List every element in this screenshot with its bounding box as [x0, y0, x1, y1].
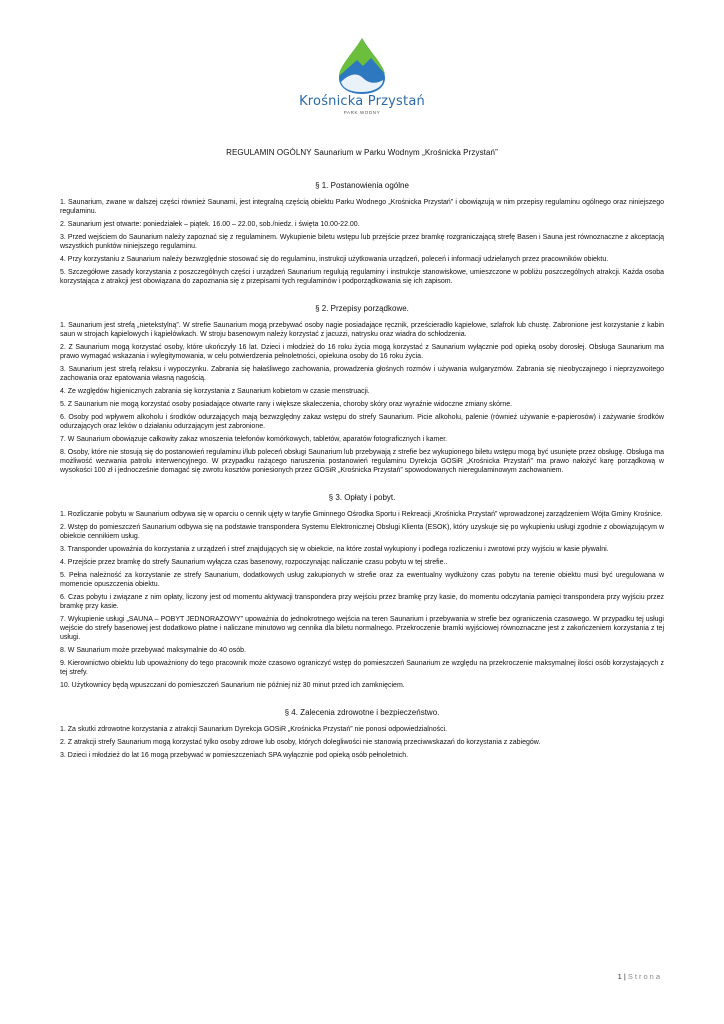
- paragraph: 3. Przed wejściem do Saunarium należy zapoznać się z regulaminem. Wykupienie biletu wstępu lub przejście przez bramkę rozgraniczającą strefę Basen i Sauna jest równoznaczne z akceptacją wszystkich punktów niniejszego regulaminu.: [60, 234, 664, 250]
- section-heading: § 3. Opłaty i pobyt.: [328, 493, 396, 502]
- paragraph: 1. Za skutki zdrowotne korzystania z atrakcji Saunarium Dyrekcja GOSiR „Krośnicka Przystań” nie ponosi odpowiedzialności.: [60, 726, 448, 733]
- paragraph: 1. Rozliczanie pobytu w Saunarium odbywa się w oparciu o cennik ujęty w taryfie Gminnego Ośrodka Sportu i Rekreacji „Krośnicka Przystań” wprowadzonej zarządzeniem Wójta Gminy Krośnice.: [60, 511, 663, 518]
- logo: [292, 36, 432, 128]
- document-body: [60, 148, 664, 764]
- page-number: 1: [617, 972, 622, 981]
- paragraph: 4. Ze względów higienicznych zabrania się korzystania z Saunarium kobietom w czasie menstruacji.: [60, 388, 370, 395]
- section-heading: § 4. Zalecenia zdrowotne i bezpieczeństwo.: [284, 708, 440, 717]
- section-2: [60, 304, 664, 475]
- paragraph: 2. Z atrakcji strefy Saunarium mogą korzystać tylko osoby zdrowe lub osoby, których dolegliwości nie stanowią przeciwwskazań do korzystania z zabiegów.: [60, 739, 541, 746]
- section-heading: § 2. Przepisy porządkowe.: [315, 304, 409, 313]
- paragraph: 2. Saunarium jest otwarte: poniedziałek – piątek. 16.00 – 22.00, sob./niedz. i święta 10.00-22.00.: [60, 221, 360, 228]
- paragraph: 5. Z Saunarium nie mogą korzystać osoby posiadające otwarte rany i większe skaleczenia, choroby skóry oraz wyraźnie widoczne zmiany skórne.: [60, 401, 513, 408]
- footer-separator: |: [621, 972, 628, 981]
- paragraph: 3. Dzieci i młodzież do lat 16 mogą przebywać w pomieszczeniach SPA wyłącznie pod opieką osób pełnoletnich.: [60, 752, 409, 759]
- paragraph: 1. Saunarium, zwane w dalszej części również Saunami, jest integralną częścią obiektu Parku Wodnego „Krośnicka Przystań” i obowiązują w nim przepisy regulaminu ogólnego oraz niniejszego regulaminu.: [60, 199, 664, 215]
- paragraph: 4. Przejście przez bramkę do strefy Saunarium wyłącza czas basenowy, rozpoczynając naliczanie czasu pobytu w tej strefie..: [60, 559, 448, 566]
- section-1: [60, 181, 664, 286]
- logo-subtitle: PARK WODNY: [343, 110, 381, 115]
- paragraph: 5. Szczegółowe zasady korzystania z poszczególnych części i urządzeń Saunarium regulują regulaminy i instrukcje stanowiskowe, umieszczone w pobliżu poszczególnych atrakcji. Każda osoba korzystająca z atrakcji jest obowiązana do zapoznania się z przepisami tych regulaminów i podporządkowania się ich zapisom.: [60, 269, 664, 285]
- paragraph: 1. Saunarium jest strefą „nietekstylną”. W strefie Saunarium mogą przebywać osoby nagie posiadające ręcznik, prześcieradło kąpielowe, szlafrok lub chustę. Zabronione jest korzystanie z kabin saun w strojach kąpielowych i kąpielówkach. W stroju basenowym należy korzystać z jacuzzi, natrysku oraz wiadra do schłodzenia.: [60, 322, 664, 338]
- paragraph: 6. Czas pobytu i związane z nim opłaty, liczony jest od momentu aktywacji transpondera przy wejściu przez bramkę przy kasie, do momentu odczytania pamięci transpondera przy wyjściu przez bramkę przy kasie.: [60, 594, 664, 610]
- logo-name: Krośnicka Przystań: [299, 94, 425, 109]
- document-title: REGULAMIN OGÓLNY Saunarium w Parku Wodnym „Krośnicka Przystań”: [226, 148, 498, 157]
- paragraph: 7. Wykupienie usługi „SAUNA – POBYT JEDNORAZOWY” upoważnia do jednokrotnego wejścia na teren Saunarium i przebywania w strefie bez ograniczenia czasowego. W przypadku tej usługi wejście do strefy basenowej jest dodatkowo płatne i naliczane minutowo wg cennika dla biletu normalnego. Przekroczenie bramki wyjściowej równoznaczne jest z zakończeniem korzystania z tej usługi.: [60, 616, 664, 641]
- page-label: Strona: [627, 972, 662, 981]
- paragraph: 2. Wstęp do pomieszczeń Saunarium odbywa się na podstawie transpondera Systemu Elektronicznej Obsługi Klienta (ESOK), który uzyskuje się po wykupieniu usługi zgodnie z obowiązującym w obiekcie cennikiem usług.: [60, 524, 664, 540]
- paragraph: 6. Osoby pod wpływem alkoholu i środków odurzających mają bezwzględny zakaz wstępu do strefy Saunarium. Picie alkoholu, palenie (również używanie e-papierosów) i zażywanie środków odurzających oraz leków o działaniu odurzającym jest zabronione.: [60, 414, 664, 430]
- paragraph: 10. Użytkownicy będą wpuszczani do pomieszczeń Saunarium nie później niż 30 minut przed ich zamknięciem.: [60, 682, 405, 689]
- section-3: [60, 493, 664, 690]
- section-4: [60, 708, 664, 760]
- paragraph: 3. Transponder upoważnia do korzystania z urządzeń i stref znajdujących się w obiekcie, na które został wykupiony i podlega rozliczeniu i zwrotowi przy wyjściu w kasie pływalni.: [60, 546, 609, 553]
- paragraph: 9. Kierownictwo obiektu lub upoważniony do tego pracownik może czasowo ograniczyć wstęp do pomieszczeń Saunarium ze względu na przekroczenie maksymalnej ilości osób korzystających z tej strefy.: [60, 660, 664, 676]
- paragraph: 8. W Saunarium może przebywać maksymalnie do 40 osób.: [60, 647, 246, 654]
- paragraph: 3. Saunarium jest strefą relaksu i wypoczynku. Zabrania się hałaśliwego zachowania, prowadzenia głośnych rozmów i używania wulgaryzmów. Zabrania się nieobyczajnego i nieprzyzwoitego zachowania oraz epatowania własną nagością.: [60, 366, 664, 382]
- paragraph: 5. Pełna należność za korzystanie ze strefy Saunarium, dodatkowych usług zakupionych w strefie oraz za ewentualny wydłużony czas pobytu na terenie obiektu musi być uregulowana w momencie opuszczenia obiektu.: [60, 572, 664, 588]
- section-heading: § 1. Postanowienia ogólne: [315, 181, 409, 190]
- paragraph: 2. Z Saunarium mogą korzystać osoby, które ukończyły 16 lat. Dzieci i młodzież do 16 roku życia mogą korzystać z Saunarium wyłącznie pod opieką osoby dorosłej. Obsługa Saunarium ma prawo wymagać wskazania i wylegitymowania, w celu potwierdzenia pełnoletności, opiekuna osoby do 16 roku życia.: [60, 344, 664, 360]
- paragraph: 8. Osoby, które nie stosują się do postanowień regulaminu i/lub poleceń obsługi Saunarium lub przebywają z strefie bez wykupionego biletu wstępu mogą być usunięte przez obsługę. Obsługa ma możliwość wezwania patrolu interwencyjnego. W przypadku rażącego naruszenia postanowień regulaminu Dyrekcja GOSiR „Krośnicka Przystań” ma prawo nałożyć karę porządkową w wysokości 100 zł i jednocześnie domagać się zwrotu kosztów poniesionych przez GOSiR „Krośnicka Przystań” spowodowanych nieregulaminowym zachowaniem.: [60, 449, 664, 474]
- page-footer: [618, 972, 662, 981]
- paragraph: 4. Przy korzystaniu z Saunarium należy bezwzględnie stosować się do regulaminu, instrukcji użytkowania urządzeń, poleceń i informacji udzielanych przez pracowników obiektu.: [60, 256, 609, 263]
- water-drop-logo-icon: [327, 36, 397, 96]
- paragraph: 7. W Saunarium obowiązuje całkowity zakaz wnoszenia telefonów komórkowych, tabletów, aparatów fotograficznych i kamer.: [60, 436, 448, 443]
